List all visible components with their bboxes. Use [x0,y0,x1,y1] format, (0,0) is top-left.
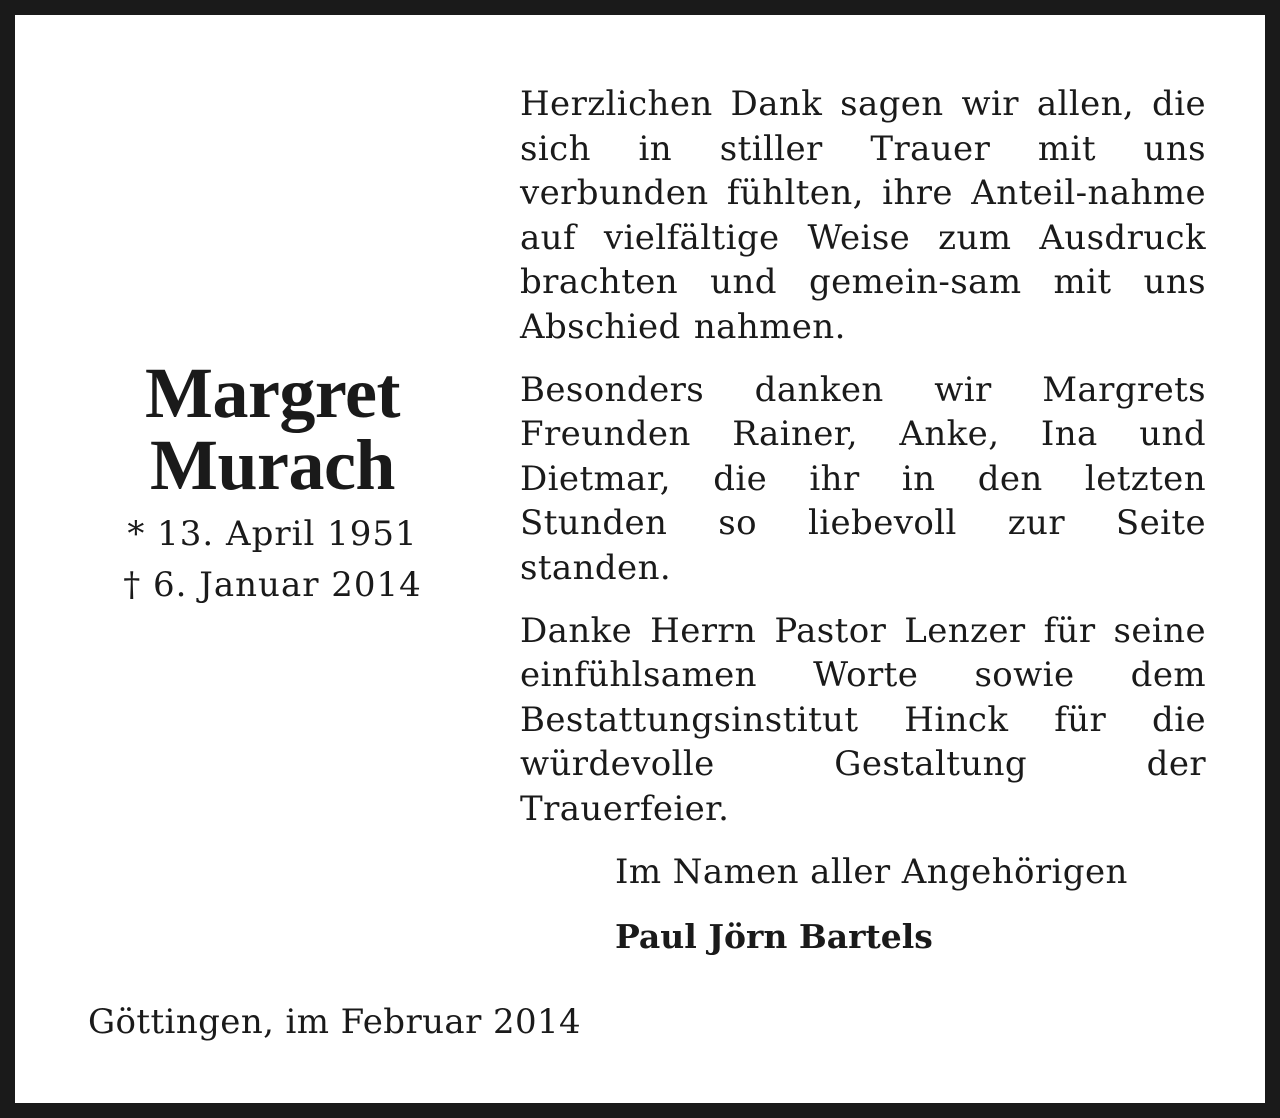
thanks-text [520,82,1206,832]
birth-date: * 13. April 1951 [127,514,418,554]
deceased-block [95,353,450,611]
death-date: † 6. Januar 2014 [123,565,422,605]
life-dates [95,509,450,611]
place-and-date: Göttingen, im Februar 2014 [88,1002,582,1042]
deceased-last-name: Murach [150,425,395,505]
thanks-paragraph-3: Danke Herrn Pastor Lenzer für seine einfühlsamen Worte sowie dem Bestattungsinstitut Hinck für die würdevolle Gestaltung der Trauerfeier. [520,610,1206,829]
thanks-paragraph-2: Besonders danken wir Margrets Freunden Rainer, Anke, Ina und Dietmar, die ihr in den letzten Stunden so liebevoll zur Seite standen. [520,369,1206,588]
closing-line: Im Namen aller Angehörigen [615,852,1128,892]
deceased-first-name: Margret [144,353,400,433]
signer-name: Paul Jörn Bartels [615,917,933,956]
thanks-paragraph-1: Herzlichen Dank sagen wir allen, die sich in stiller Trauer mit uns verbunden fühlten, ihre Anteil-nahme auf vielfältige Weise zum Ausdruck brachten und gemein-sam mit uns Abschied nahmen. [520,84,1206,347]
